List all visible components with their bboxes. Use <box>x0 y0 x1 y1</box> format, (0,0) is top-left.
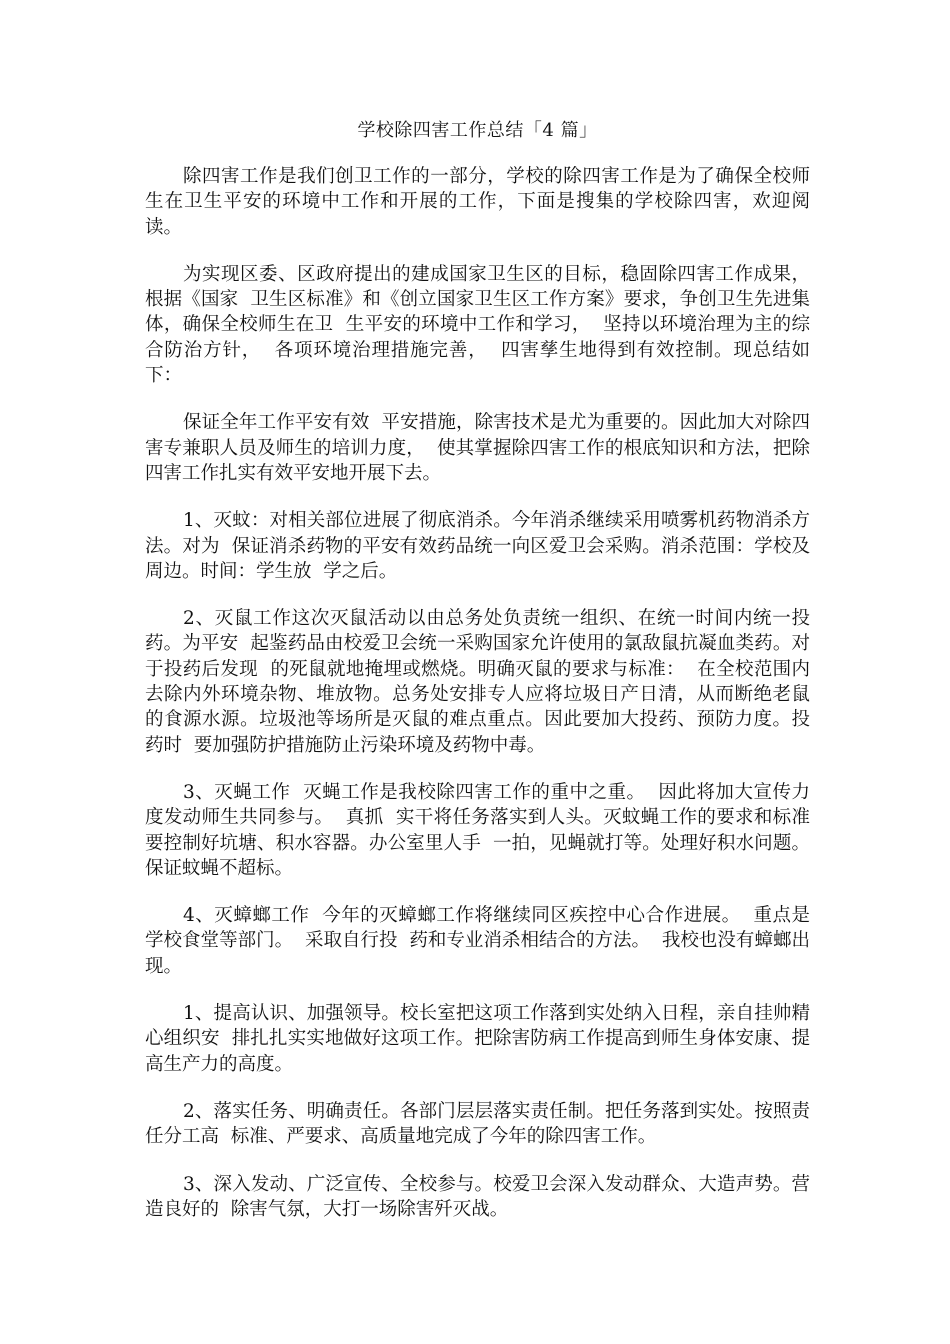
paragraph-fly: 3、灭蝇工作 灭蝇工作是我校除四害工作的重中之重。 因此将加大宣传力度发动师生共同参与。 真抓 实干将任务落实到人头。灭蚊蝇工作的要求和标准要控制好坑塘、积水容器。办公室里人手 一拍，见蝇就打等。处理好积水问题。保证蚊蝇不超标。 <box>145 781 810 879</box>
paragraph-cockroach: 4、灭蟑螂工作 今年的灭蟑螂工作将继续同区疾控中心合作进展。 重点是学校食堂等部门。 采取自行投 药和专业消杀相结合的方法。 我校也没有蟑螂出现。 <box>145 905 810 977</box>
paragraph-responsibility: 2、落实任务、明确责任。各部门层层落实责任制。把任务落到实处。按照责任分工高 标准、严要求、高质量地完成了今年的除四害工作。 <box>145 1100 810 1148</box>
paragraph-mobilization: 3、深入发动、广泛宣传、全校参与。校爱卫会深入发动群众、大造声势。营造良好的 除害气氛，大打一场除害歼灭战。 <box>145 1173 810 1220</box>
paragraph-rat: 2、灭鼠工作这次灭鼠活动以由总务处负责统一组织、在统一时间内统一投药。为平安 起鉴药品由校爱卫会统一采购国家允许使用的氯敌鼠抗凝血类药。对于投药后发现 的死鼠就地掩埋或燃烧。明确灭鼠的要求与标准： 在全校范围内去除内外环境杂物、堆放物。总务处安排专人应将垃圾日产日清，从而断绝老鼠的食源水源。垃圾池等场所是灭鼠的难点重点。因此要加大投药、预防力度。投药时 要加强防护措施防止污染环境及药物中毒。 <box>145 608 810 756</box>
paragraph-safety: 保证全年工作平安有效 平安措施，除害技术是尤为重要的。因此加大对除四害专兼职人员及师生的培训力度， 使其掌握除四害工作的根底知识和方法，把除四害工作扎实有效平安地开展下去。 <box>145 412 810 484</box>
paragraph-goal: 为实现区委、区政府提出的建成国家卫生区的目标，稳固除四害工作成果，根据《国家 卫生区标准》和《创立国家卫生区工作方案》要求，争创卫生先进集体，确保全校师生在卫 生平安的环境中工作和学习， 坚持以环境治理为主的综合防治方针， 各项环境治理措施完善， 四害孳生地得到有效控制。现总结如下： <box>145 263 810 387</box>
document-title: 学校除四害工作总结「4 篇」 <box>357 120 598 141</box>
paragraph-awareness: 1、提高认识、加强领导。校长室把这项工作落到实处纳入日程，亲自挂帅精心组织安 排扎扎实实地做好这项工作。把除害防病工作提高到师生身体安康、提高生产力的高度。 <box>145 1003 810 1075</box>
document-page <box>145 118 810 1244</box>
paragraph-mosquito: 1、灭蚊：对相关部位进展了彻底消杀。今年消杀继续采用喷雾机药物消杀方法。对为 保证消杀药物的平安有效药品统一向区爱卫会采购。消杀范围：学校及周边。时间：学生放 学之后。 <box>145 510 810 582</box>
paragraph-intro: 除四害工作是我们创卫工作的一部分，学校的除四害工作是为了确保全校师生在卫生平安的环境中工作和开展的工作，下面是搜集的学校除四害，欢迎阅读。 <box>145 166 810 238</box>
